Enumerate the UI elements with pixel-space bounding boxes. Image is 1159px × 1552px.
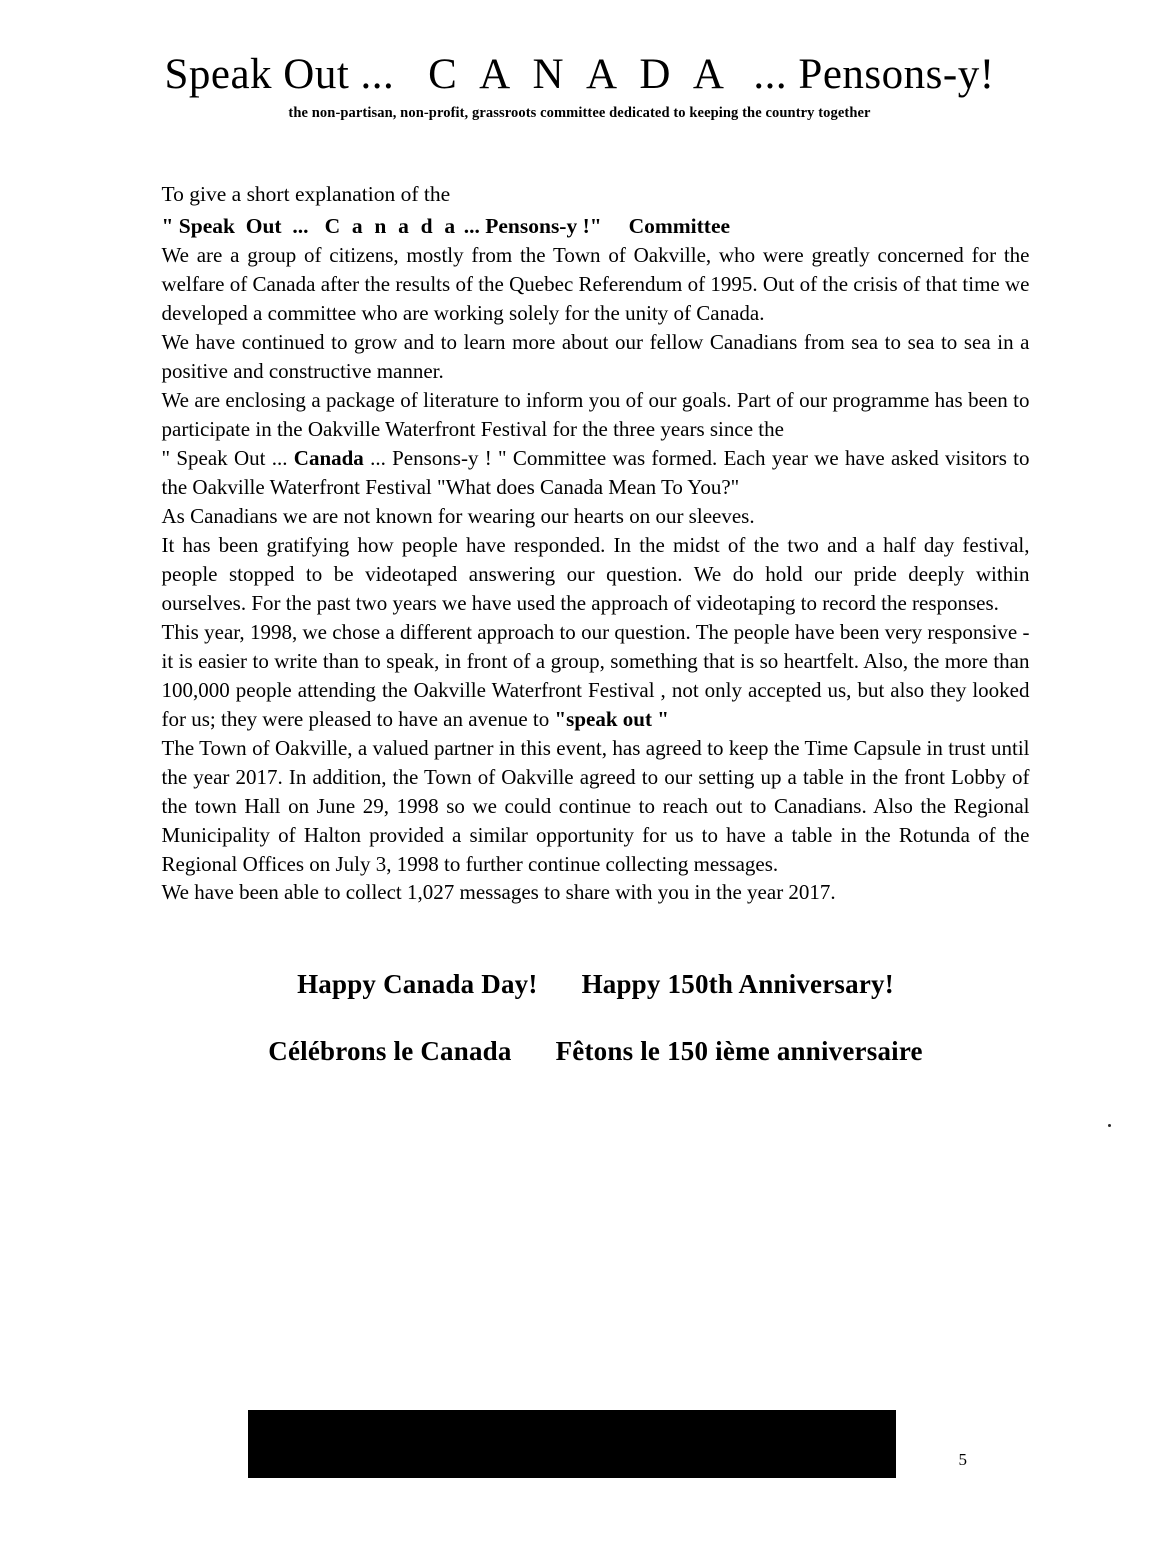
paragraph-1: We are a group of citizens, mostly from the Town of Oakville, who were greatly concerned for the welfare of Canada after the results of the Quebec Referendum of 1995. Out of the crisis of that time we developed a committee who are working solely for the unity of Canada. — [161, 243, 1030, 326]
intro-quote-close: ... Pensons-y !" Committee — [458, 214, 731, 239]
title-canada: C A N A D A — [428, 51, 731, 98]
happy-150th-anniversary: Happy 150th Anniversary! — [581, 969, 894, 1000]
intro-canada: C a n a d a — [324, 214, 459, 239]
intro-block — [162, 180, 1030, 241]
happy-canada-day: Happy Canada Day! — [297, 969, 538, 1000]
celebration-block — [162, 969, 1030, 1067]
celebration-row-english — [162, 969, 1030, 1000]
page-number: 5 — [958, 1450, 967, 1469]
document-page — [0, 52, 1159, 1552]
paragraph-6: It has been gratifying how people have responded. In the midst of the two and a half day festival, people stopped to be videotaped answering our question. We do hold our pride deeply within ourselves. For the past two years we have used the approach of videotaping to record the responses. — [161, 532, 1030, 615]
p7-speak-out: "speak out " — [554, 706, 669, 731]
fetons-le-150-ieme: Fêtons le 150 ième anniversaire — [555, 1036, 923, 1067]
scan-speck — [1108, 1124, 1111, 1127]
p4-rest: ... Pensons-y ! " Committee was formed. Each year we have asked visitors to the Oakville Waterfront Festival "What does Canada Mean To You?" — [161, 445, 1030, 499]
celebrons-le-canada: Célébrons le Canada — [268, 1036, 512, 1067]
title-part-1: Speak Out ... — [164, 51, 429, 98]
intro-quote-open: " Speak Out ... — [161, 214, 325, 239]
page-title — [0, 52, 1159, 97]
paragraph-2: We have continued to grow and to learn more about our fellow Canadians from sea to sea to sea in a positive and constructive manner. — [161, 330, 1030, 384]
title-part-2: ... Pensons-y! — [730, 51, 995, 98]
intro-line-1: To give a short explanation of the — [161, 182, 451, 207]
masthead-subtitle: the non-partisan, non-profit, grassroots committee dedicated to keeping the country together — [288, 105, 871, 122]
redaction-bar — [248, 1410, 896, 1478]
p4-canada: Canada — [293, 445, 364, 470]
intro-line-2 — [162, 212, 1030, 241]
paragraph-8: The Town of Oakville, a valued partner in this event, has agreed to keep the Time Capsule in trust until the year 2017. In addition, the Town of Oakville agreed to our setting up a table in the front Lobby of the town Hall on June 29, 1998 so we could continue to reach out to Canadians. Also the Regional Municipality of Halton provided a similar opportunity for us to have a table in the Rotunda of the Regional Offices on July 3, 1998 to further continue collecting messages. — [161, 735, 1030, 876]
paragraph-7 — [162, 618, 1030, 734]
paragraph-3: We are enclosing a package of literature to inform you of our goals. Part of our programme has been to participate in the Oakville Waterfront Festival for the three years since the — [161, 388, 1030, 441]
celebration-row-french — [162, 1036, 1030, 1067]
paragraph-5: As Canadians we are not known for wearing our hearts on our sleeves. — [161, 503, 755, 528]
masthead — [0, 52, 1159, 122]
paragraph-4 — [162, 444, 1030, 502]
paragraph-9: We have been able to collect 1,027 messages to share with you in the year 2017. — [161, 880, 836, 905]
p4-quote-open: " Speak Out ... — [161, 445, 294, 470]
document-body — [130, 180, 1030, 1067]
p7-text: This year, 1998, we chose a different approach to our question. The people have been very responsive - it is easier to write than to speak, in front of a group, something that is so heartfelt. Also, the more than 100,000 people attending the Oakville Waterfront Festival , not only accepted us, but also they looked for us; they were pleased to have an avenue to — [161, 619, 1030, 731]
